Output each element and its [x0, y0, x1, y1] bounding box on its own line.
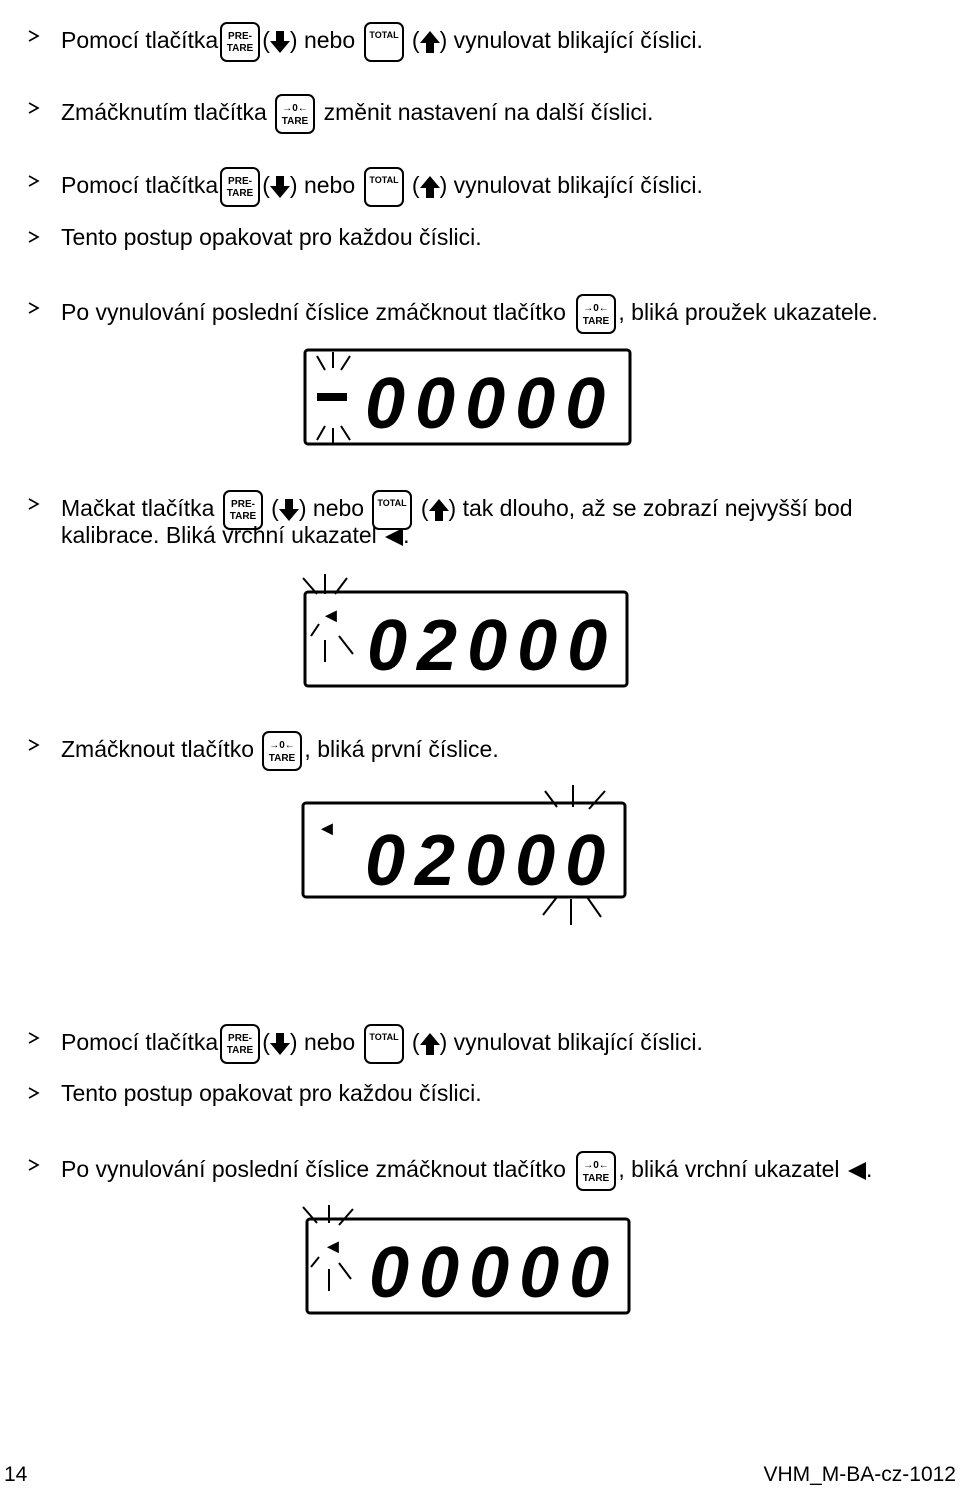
arrow-up-icon	[420, 31, 440, 53]
lcd-display-4	[295, 1205, 635, 1317]
bullet-icon	[27, 1031, 41, 1045]
nebo-text: nebo	[312, 495, 365, 522]
zero-tare-key-icon	[576, 294, 616, 334]
pretare-key-top-label: PRE-	[230, 499, 255, 510]
arrow-down-icon	[270, 31, 290, 53]
zero-key-top-label: →0←	[583, 1160, 610, 1171]
bullet-icon	[27, 1158, 41, 1172]
arrow-down-icon	[279, 499, 299, 521]
instruction-text: Pomocí tlačítka	[61, 27, 219, 54]
instruction-text: tak dlouho, až se zobrazí nejvyšší bod	[462, 495, 853, 522]
lcd-digits: 00000	[365, 364, 616, 444]
zero-key-top-label: →0←	[282, 103, 308, 114]
instruction-text: , bliká vrchní ukazatel	[618, 1156, 840, 1183]
bullet-icon	[27, 174, 41, 188]
pretare-key-bottom-label: TARE	[226, 188, 254, 199]
instruction-text: vynulovat blikající číslici.	[453, 172, 703, 199]
zero-tare-key-icon	[576, 1151, 616, 1191]
pretare-key-icon	[220, 1024, 260, 1064]
instruction-text: Tento postup opakovat pro každou číslici.	[61, 224, 482, 250]
total-key-label: TOTAL	[368, 30, 399, 40]
bullet-icon	[27, 738, 41, 752]
instruction-text: Tento postup opakovat pro každou číslici.	[61, 1080, 482, 1106]
pretare-key-top-label: PRE-	[228, 176, 253, 187]
lcd-display-2	[295, 574, 635, 690]
instruction-text: kalibrace. Bliká vrchní ukazatel	[61, 522, 377, 548]
document-id: VHM_M-BA-cz-1012	[763, 1463, 956, 1486]
zero-key-top-label: →0←	[269, 740, 296, 751]
lcd-display-1	[295, 348, 635, 448]
bullet-icon	[27, 101, 41, 115]
instruction-text: Pomocí tlačítka	[61, 1029, 219, 1056]
instruction-text: Po vynulování poslední číslice zmáčknout tlačítko	[61, 299, 566, 326]
pretare-key-bottom-label: TARE	[226, 1045, 254, 1056]
instruction-text: Zmáčknutím tlačítka	[61, 99, 267, 126]
page-number: 14	[4, 1463, 28, 1486]
instruction-text: , bliká proužek ukazatele.	[618, 299, 878, 326]
nebo-text: nebo	[303, 1029, 356, 1056]
total-key-icon	[364, 167, 404, 207]
total-key-label: TOTAL	[368, 175, 399, 185]
lcd-display-3	[295, 785, 635, 927]
zero-key-top-label: →0←	[583, 303, 610, 314]
zero-key-bottom-label: TARE	[583, 1173, 610, 1184]
pretare-key-bottom-label: TARE	[226, 43, 254, 54]
zero-key-bottom-label: TARE	[269, 753, 296, 764]
arrow-up-icon	[429, 499, 449, 521]
indicator-triangle: ◄	[317, 818, 337, 840]
bullet-icon	[27, 1086, 41, 1100]
arrow-down-icon	[270, 176, 290, 198]
pretare-key-top-label: PRE-	[228, 31, 253, 42]
instruction-text: vynulovat blikající číslici.	[453, 27, 703, 54]
arrow-down-icon	[270, 1033, 290, 1055]
arrow-up-icon	[420, 176, 440, 198]
bullet-icon	[27, 497, 41, 511]
zero-tare-key-icon	[262, 731, 302, 771]
total-key-icon	[364, 22, 404, 62]
instruction-text: Pomocí tlačítka	[61, 172, 219, 199]
instruction-text: Zmáčknout tlačítko	[61, 736, 255, 763]
pretare-key-top-label: PRE-	[228, 1033, 253, 1044]
nebo-text: nebo	[303, 27, 356, 54]
bullet-icon	[27, 230, 41, 244]
indicator-triangle: ◄	[321, 605, 341, 627]
arrow-up-icon	[420, 1033, 440, 1055]
instruction-text: Mačkat tlačítka	[61, 495, 215, 522]
indicator-triangle: ◄	[323, 1236, 343, 1258]
pretare-key-icon	[220, 22, 260, 62]
zero-key-bottom-label: TARE	[583, 316, 610, 327]
indicator-bar	[317, 393, 347, 401]
nebo-text: nebo	[303, 172, 356, 199]
lcd-digits: 02000	[365, 821, 616, 901]
lcd-digits: 02000	[367, 606, 618, 686]
instruction-text: změnit nastavení na další číslici.	[323, 99, 654, 126]
total-key-icon	[364, 1024, 404, 1064]
instruction-text: vynulovat blikající číslici.	[453, 1029, 703, 1056]
total-key-label: TOTAL	[377, 498, 408, 508]
pretare-key-icon	[220, 167, 260, 207]
zero-key-bottom-label: TARE	[281, 116, 309, 127]
instruction-text: Po vynulování poslední číslice zmáčknout tlačítko	[61, 1156, 566, 1183]
total-key-label: TOTAL	[368, 1032, 399, 1042]
instruction-text: , bliká první číslice.	[304, 736, 499, 763]
lcd-digits: 00000	[369, 1233, 620, 1313]
left-triangle-icon	[846, 1161, 866, 1181]
left-triangle-icon	[383, 527, 403, 547]
bullet-icon	[27, 301, 41, 315]
zero-tare-key-icon	[275, 94, 315, 134]
pretare-key-bottom-label: TARE	[229, 511, 257, 522]
bullet-icon	[27, 29, 41, 43]
